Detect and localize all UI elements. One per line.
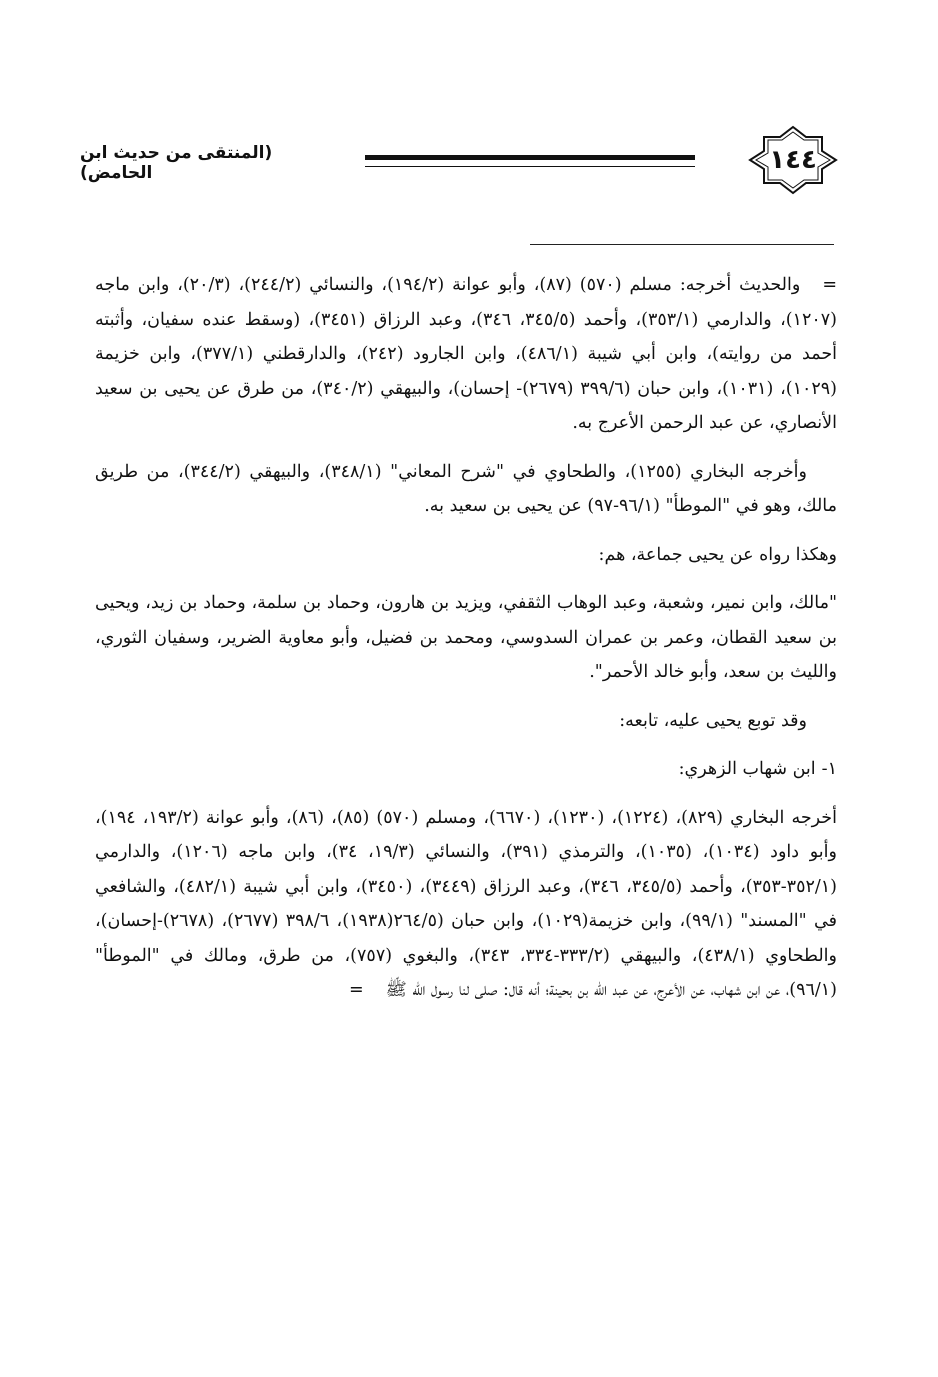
book-title: (المنتقى من حديث ابن الحامض) — [80, 143, 273, 183]
page-number-badge — [748, 125, 838, 195]
paragraph-sources-1 — [95, 268, 837, 441]
list-item-label: ابن شهاب الزهري: — [678, 759, 816, 779]
continuation-mark: = — [822, 275, 837, 295]
paragraph-narrators-list: "مالك، وابن نمير، وشعبة، وعبد الوهاب الثقفي، ويزيد بن هارون، وحماد بن سلمة، وحماد بن زيد، ويحيى بن سعيد القطان، وعمر بن عمران السدوسي، ومحمد بن فضيل، وأبو معاوية الضرير، وسفيان الثوري، والليث بن سعد، وأبو خالد الأحمر". — [95, 593, 837, 682]
paragraph-text: والحديث أخرجه: مسلم (٥٧٠) (٨٧)، وأبو عوانة (١٩٤/٢)، والنسائي (٢٤٤/٢)، (٢٠/٣)، وابن ماجه (١٢٠٧)، والدارمي (٣٥٣/١)، وأحمد (٣٤٥/٥، ٣٤٦)، وعبد الرزاق (٣٤٥١)، (وسقط عنده سفيان، وأثبته أحمد من روايته)، وابن أبي شيبة (٤٨٦/١)، وابن الجارود (٢٤٢)، والدارقطني (٣٧٧/١)، وابن خزيمة (١٠٢٩)، (١٠٣١)، وابن حبان (٣٩٩/٦ (٢٦٧٩)- إحسان)، والبيهقي (٣٤٠/٢)، من طرق عن يحيى بن سعيد الأنصاري، عن عبد الرحمن الأعرج به. — [95, 275, 837, 433]
header-rule — [365, 155, 695, 167]
paragraph-narrators-intro: وهكذا رواه عن يحيى جماعة، هم: — [598, 544, 837, 565]
list-item — [95, 752, 837, 787]
paragraph-text: أخرجه البخاري (٨٢٩)، (١٢٢٤)، (١٢٣٠)، (٦٦٧٠)، ومسلم (٥٧٠) (٨٥)، (٨٦)، وأبو عوانة (١٩٣/٢، ١٩٤)، وأبو داود (١٠٣٤)، (١٠٣٥)، والترمذي (٣٩١)، والنسائي (١٩/٣، ٣٤)، وابن ماجه (١٢٠٦)، والدارمي (٣٥٢/١-٣٥٣)، وأحمد (٣٤٥/٥، ٣٤٦)، وعبد الرزاق (٣٤٤٩)، (٣٤٥٠)، وابن أبي شيبة (٤٨٢/١)، والشافعي في "المسند" (٩٩/١)، وابن خزيمة(١٠٢٩)، وابن حبان (٢٦٤/٥(١٩٣٨)، ٣٩٨/٦ (٢٦٧٧)، (٢٦٧٨)-إحسان)، والطحاوي (٤٣٨/١)، والبيهقي (٣٣٣/٢-٣٣٤، ٣٤٣)، والبغوي (٧٥٧)، من طرق، ومالك في "الموطأ" (٩٦/١)، عن ابن شهاب، عن الأعرج، عن عبد الله بن بحينة؛ أنه قال: صلى لنا رسول الله ﷺ — [95, 807, 837, 1000]
paragraph-sources-3 — [95, 801, 837, 1008]
page-header — [80, 125, 838, 195]
paragraph-sources-2: وأخرجه البخاري (١٢٥٥)، والطحاوي في "شرح المعاني" (٣٤٨/١)، والبيهقي (٣٤٤/٢)، من طريق مالك، وهو في "الموطأ" (٩٦/١-٩٧) عن يحيى بن سعيد به. — [95, 461, 837, 516]
footnote-text — [95, 268, 837, 1008]
paragraph-followup: وقد توبع يحيى عليه، تابعه: — [619, 710, 807, 731]
footnote-separator — [530, 244, 834, 245]
continuation-mark: = — [348, 980, 364, 1000]
list-item-number: ١- — [821, 759, 837, 779]
page-number: ١٤٤ — [769, 145, 817, 175]
